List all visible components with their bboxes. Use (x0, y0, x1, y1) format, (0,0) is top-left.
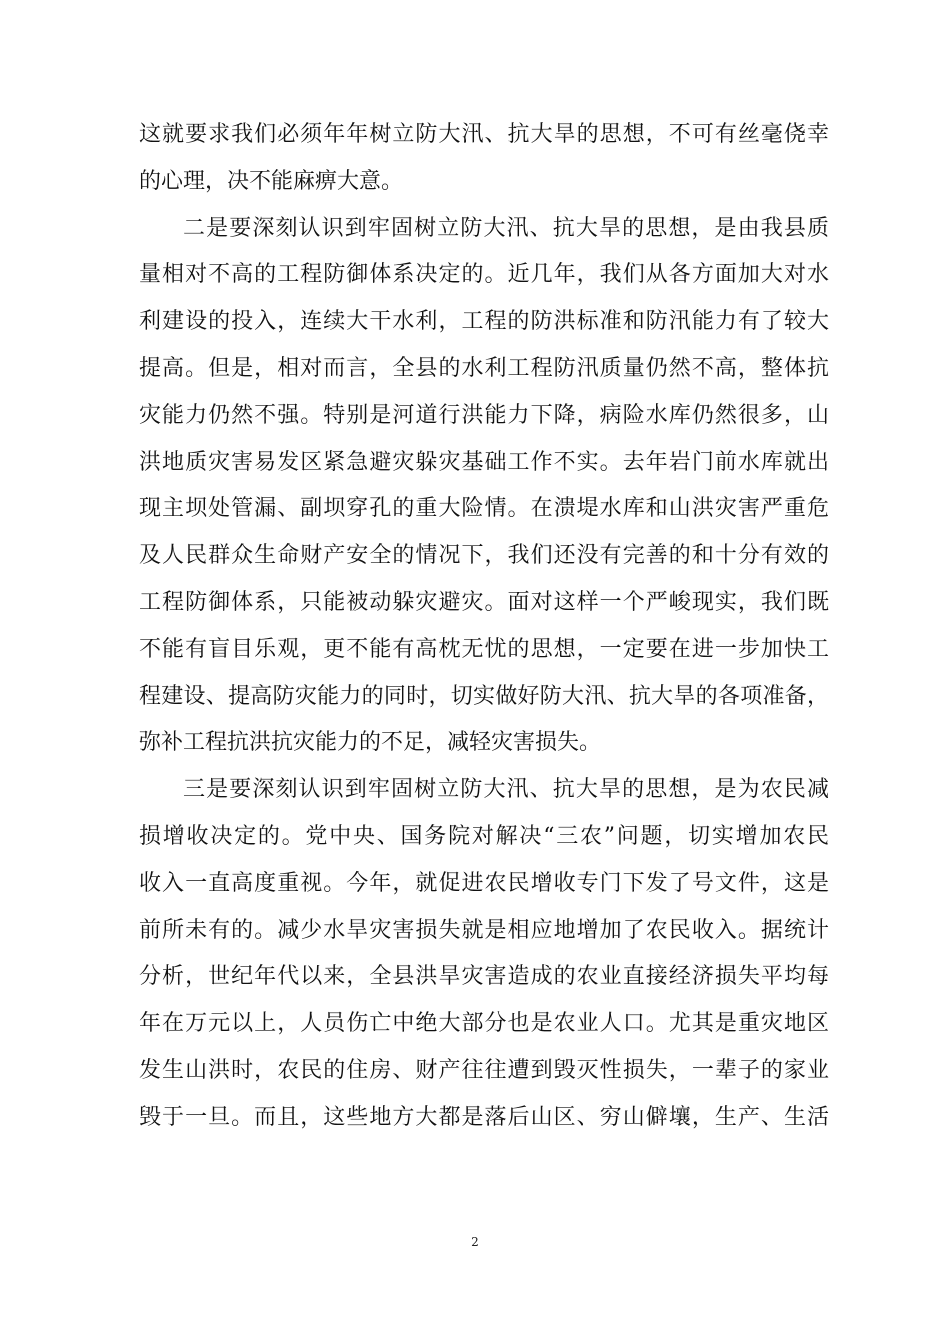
text-line: 的心理，决不能麻痹大意。 (139, 168, 404, 194)
text-line: 二是要深刻认识到牢固树立防大汛、抗大旱的思想，是由我县质 (183, 215, 829, 241)
text-line: 现主坝处管漏、副坝穿孔的重大险情。在溃堤水库和山洪灾害严重危 (139, 496, 829, 522)
text-line: 收入一直高度重视。今年，就促进农民增收专门下发了号文件，这是 (139, 870, 829, 896)
text-line: 不能有盲目乐观，更不能有高枕无忧的思想，一定要在进一步加快工 (139, 636, 829, 662)
text-line: 提高。但是，相对而言，全县的水利工程防汛质量仍然不高，整体抗 (139, 355, 829, 381)
text-line: 弥补工程抗洪抗灾能力的不足，减轻灾害损失。 (139, 730, 602, 756)
text-line: 这就要求我们必须年年树立防大汛、抗大旱的思想，不可有丝毫侥幸 (139, 122, 829, 147)
text-line: 三是要深刻认识到牢固树立防大汛、抗大旱的思想，是为农民减 (183, 777, 829, 803)
paragraph-2 (139, 206, 829, 768)
page-number: 2 (471, 1235, 479, 1249)
paragraph-3 (139, 767, 829, 1141)
text-line: 利建设的投入，连续大干水利，工程的防洪标准和防汛能力有了较大 (139, 309, 829, 335)
text-line: 量相对不高的工程防御体系决定的。近几年，我们从各方面加大对水 (139, 262, 829, 288)
text-line: 程建设、提高防灾能力的同时，切实做好防大汛、抗大旱的各项准备， (139, 683, 829, 709)
text-line: 分析，世纪年代以来，全县洪旱灾害造成的农业直接经济损失平均每 (139, 964, 829, 990)
text-line: 及人民群众生命财产安全的情况下，我们还没有完善的和十分有效的 (139, 543, 829, 569)
paragraph-1 (139, 112, 829, 206)
text-line: 前所未有的。减少水旱灾害损失就是相应地增加了农民收入。据统计 (139, 917, 829, 943)
text-line: 发生山洪时，农民的住房、财产往往遭到毁灭性损失，一辈子的家业 (139, 1057, 829, 1083)
text-line: 年在万元以上，人员伤亡中绝大部分也是农业人口。尤其是重灾地区 (139, 1011, 829, 1037)
text-line: 毁于一旦。而且，这些地方大都是落后山区、穷山僻壤，生产、生活 (139, 1104, 829, 1130)
text-line: 损增收决定的。党中央、国务院对解决“三农”问题，切实增加农民 (139, 823, 829, 849)
text-line: 灾能力仍然不强。特别是河道行洪能力下降，病险水库仍然很多，山 (139, 402, 829, 428)
document-body (139, 112, 829, 1142)
text-line: 洪地质灾害易发区紧急避灾躲灾基础工作不实。去年岩门前水库就出 (139, 449, 829, 475)
text-line: 工程防御体系，只能被动躲灾避灾。面对这样一个严峻现实，我们既 (139, 589, 829, 615)
